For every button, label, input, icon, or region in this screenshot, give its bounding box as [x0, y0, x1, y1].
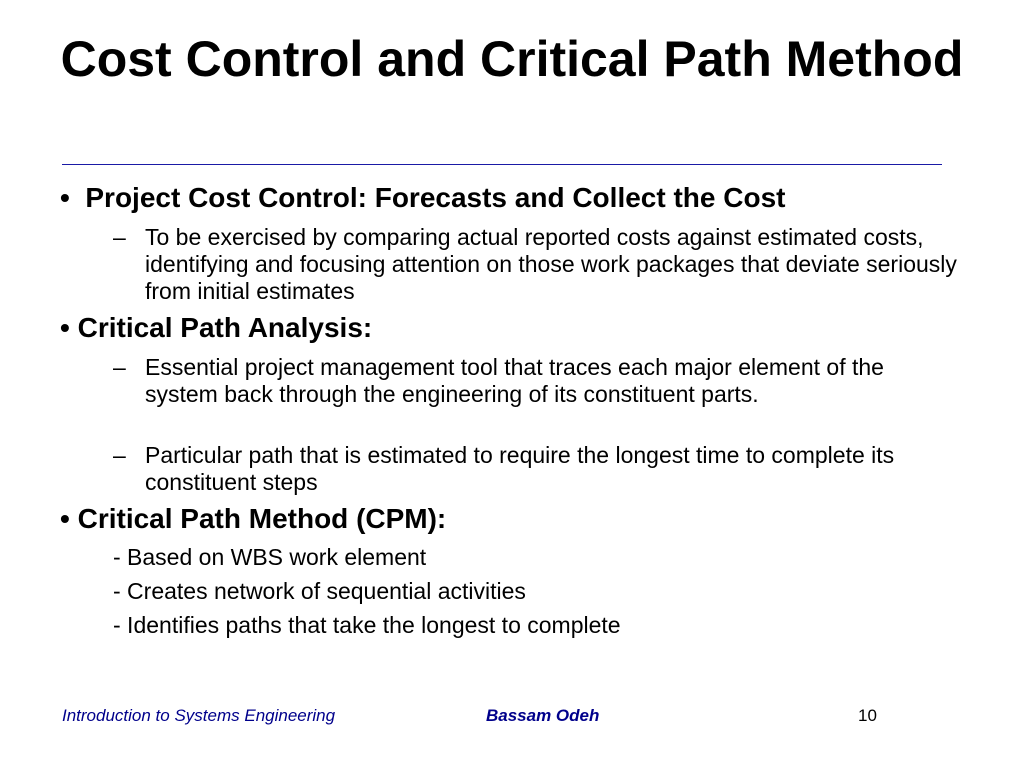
plain-item: - Creates network of sequential activities	[113, 578, 526, 604]
footer-author: Bassam Odeh	[486, 706, 600, 725]
page-number: 10	[858, 706, 877, 725]
dash-icon: –	[113, 224, 126, 250]
sub-item-text: To be exercised by comparing actual reported costs against estimated costs, identifying and focusing attention on those work packages that deviate seriously from initial estimates	[145, 224, 957, 304]
sub-item-text: Essential project management tool that traces each major element of the system back through the engineering of its constituent parts.	[145, 354, 884, 407]
plain-item: - Identifies paths that take the longest to complete	[113, 612, 621, 638]
bullet-heading: Critical Path Analysis:	[77, 312, 373, 343]
footer-course: Introduction to Systems Engineering	[62, 706, 336, 725]
title-divider	[62, 164, 942, 165]
bullet-critical-path-analysis	[60, 312, 372, 344]
slide-title: Cost Control and Critical Path Method	[60, 31, 964, 87]
bullet-critical-path-method	[60, 503, 446, 535]
dash-icon: –	[113, 442, 126, 468]
bullet-project-cost-control	[60, 182, 785, 214]
bullet-heading: Project Cost Control: Forecasts and Collect the Cost	[85, 182, 786, 213]
bullet-icon: •	[60, 312, 70, 343]
plain-item: - Based on WBS work element	[113, 544, 427, 570]
bullet-icon: •	[60, 503, 70, 534]
bullet-icon: •	[60, 182, 70, 213]
bullet-heading: Critical Path Method (CPM):	[77, 503, 447, 534]
dash-icon: –	[113, 354, 126, 380]
sub-item-text: Particular path that is estimated to require the longest time to complete its constituent steps	[145, 442, 895, 495]
